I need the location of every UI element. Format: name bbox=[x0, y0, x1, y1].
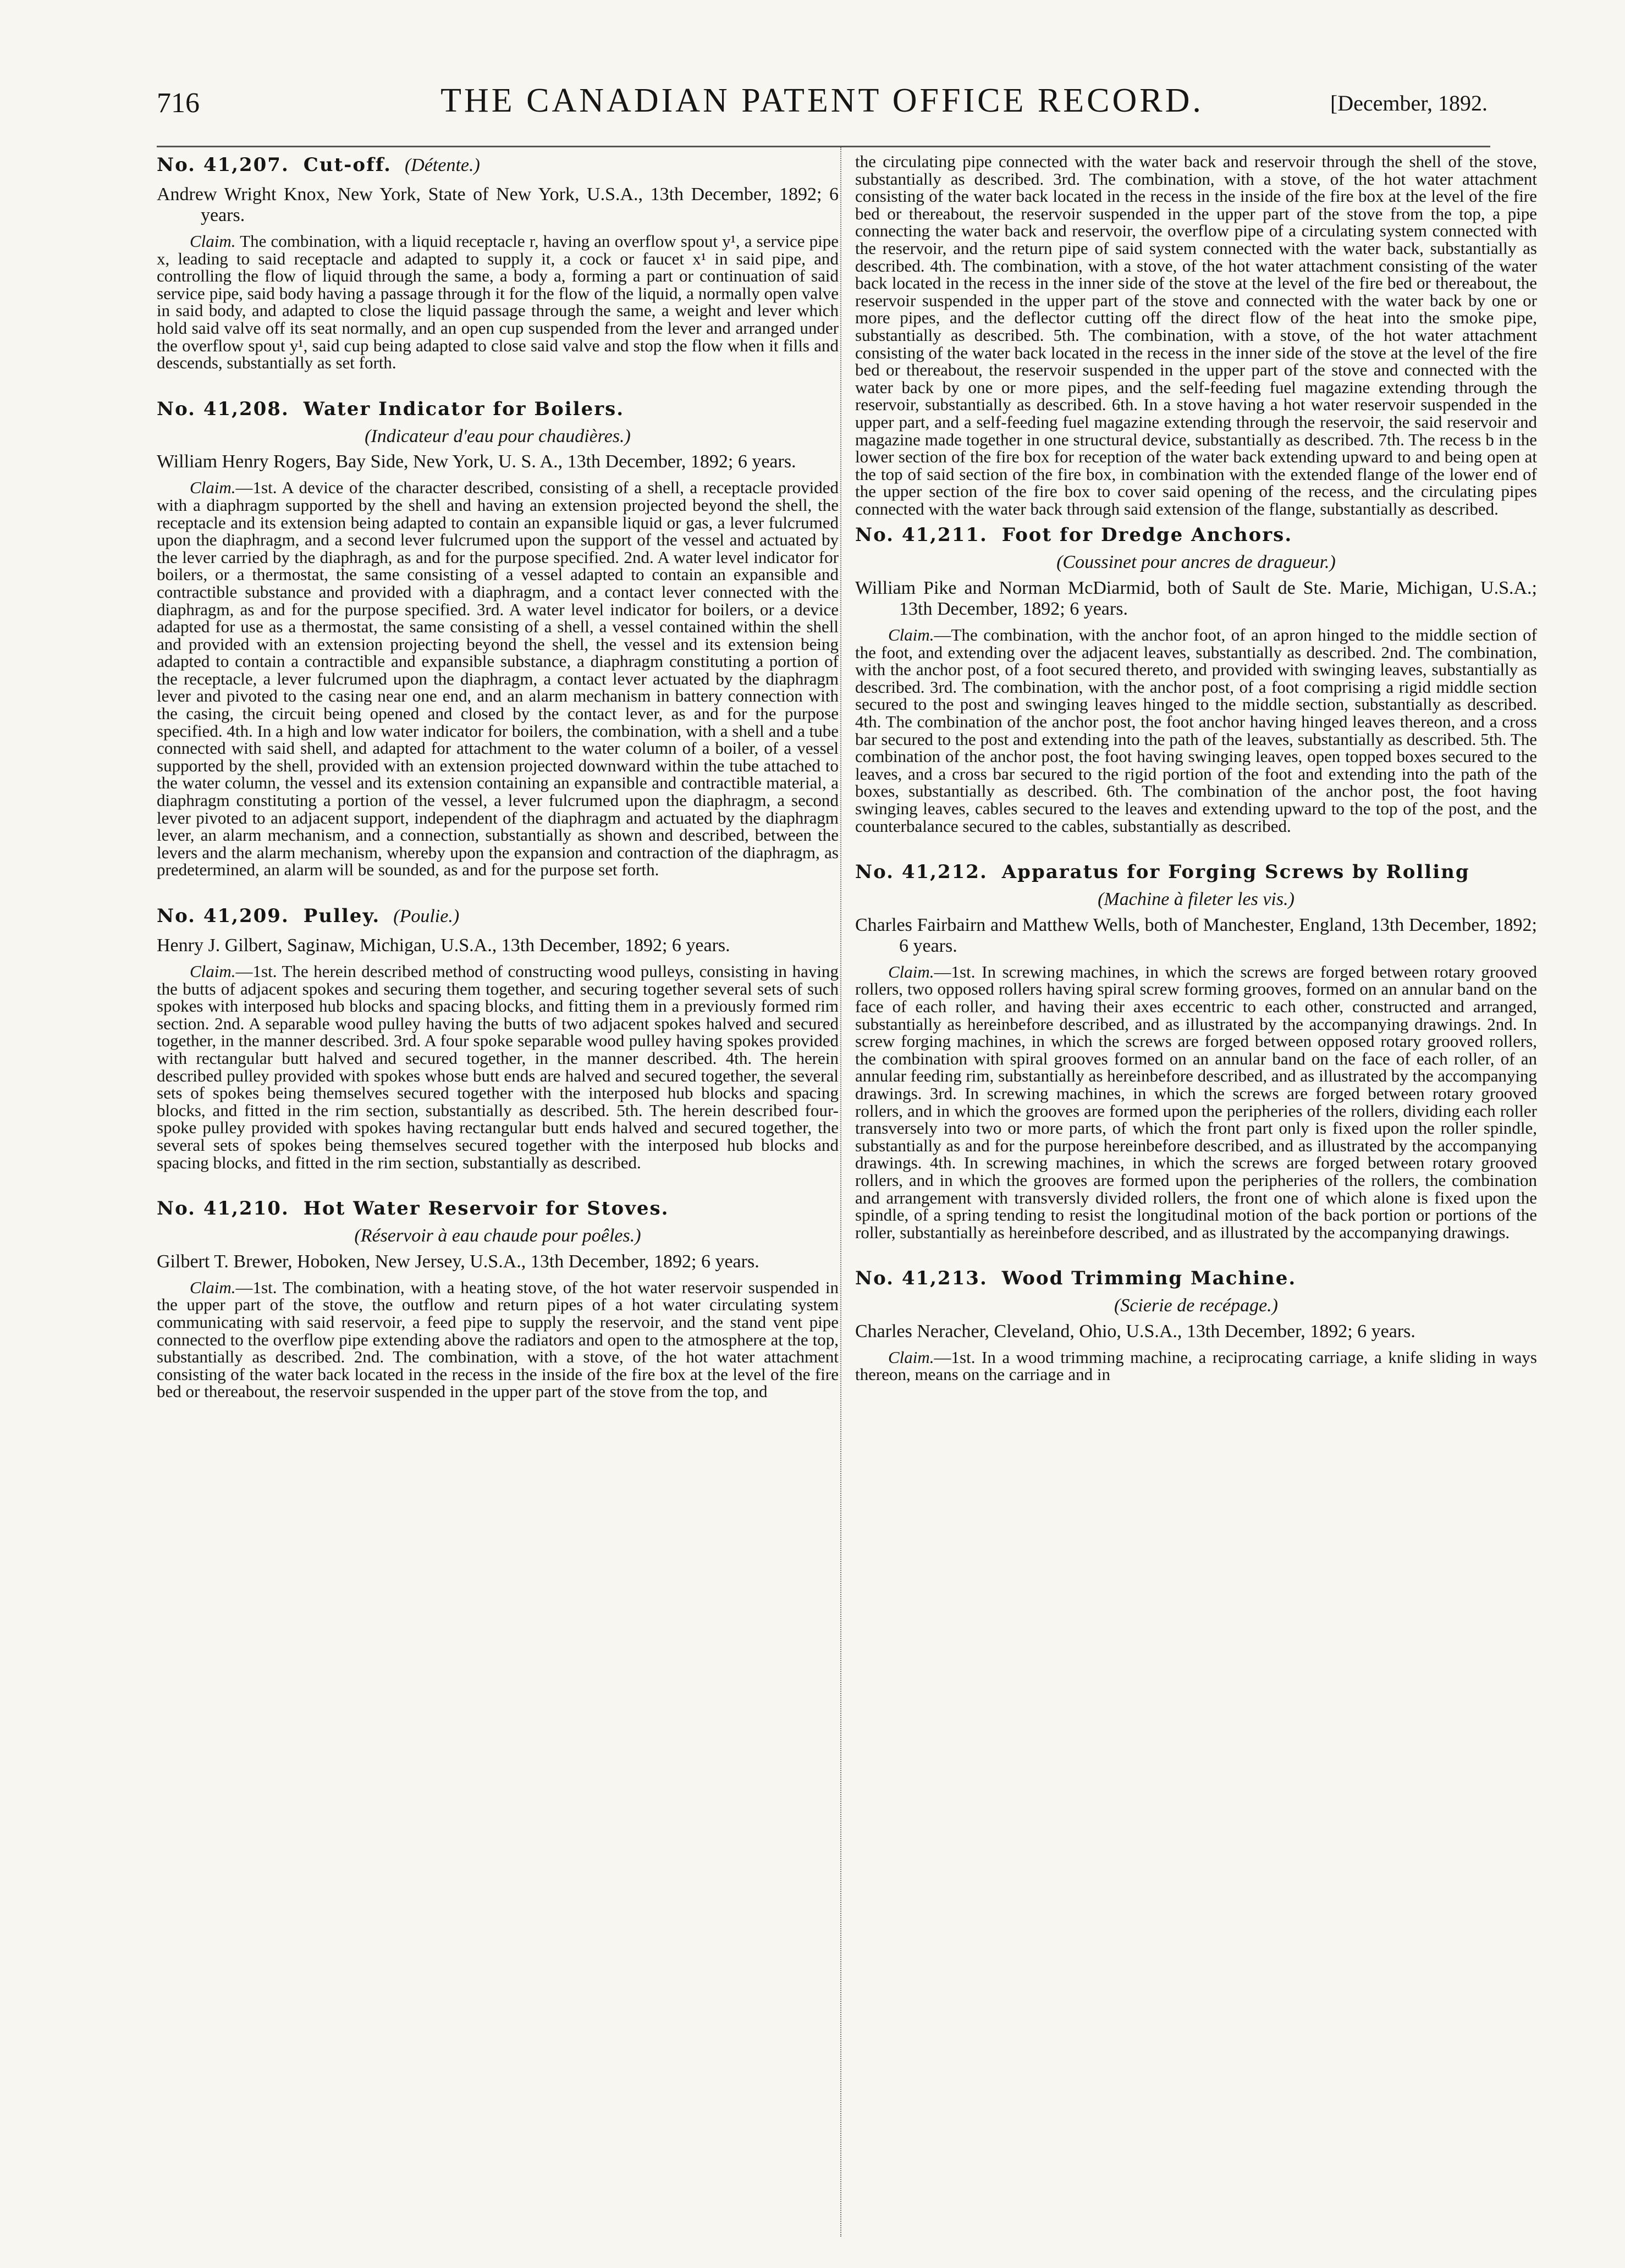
claim-label: Claim. bbox=[190, 1277, 236, 1297]
french-title: (Machine à fileter les vis.) bbox=[1098, 889, 1295, 910]
inventor: Andrew Wright Knox, New York, State of New York, U.S.A., 13th December, 1892; 6 years. bbox=[157, 184, 839, 225]
claim-label: Claim. bbox=[888, 1347, 934, 1367]
patent-41211 bbox=[855, 523, 1537, 835]
patent-title: Water Indicator for Boilers. bbox=[303, 398, 625, 420]
patent-heading bbox=[855, 523, 1537, 547]
inventor: William Pike and Norman McDiarmid, both of Sault de Ste. Marie, Michigan, U.S.A.; 13th December, 1892; 6 years. bbox=[855, 578, 1537, 620]
french-title: (Poulie.) bbox=[393, 906, 460, 926]
french-title: (Détente.) bbox=[404, 155, 480, 175]
claim-body: —1st. In screwing machines, in which the screws are forged between rotary grooved rollers, two opposed rollers having spiral screw forming grooves, formed on an annular band on the face of each roller, and having their axes eccentric to each other, constructed and arranged, substantially as hereinbefore described, and as illustrated by the accompanying drawings. 2nd. In screw forging machines, in which the screws are forged between opposed rotary grooved rollers, the combination with spiral grooves formed on an annular band on the face of each roller, of an annular feeding rim, substantially as hereinbefore described, and as illustrated by the accompanying drawings. 3rd. In screwing machines, in which the screws are forged between rotary grooved rollers, and in which the grooves are formed upon the peripheries of the rollers, dividing each roller transversely into two or more parts, of which the front part only is fixed upon the roller spindle, substantially as and for the purpose hereinbefore described, and as illustrated by the accompanying drawings. 4th. In screwing machines, in which the screws are forged between rotary grooved rollers, and in which the grooves are formed upon the peripheries of the rollers, the combination and arrangement with transversly divided rollers, the front one of which alone is fixed upon the spindle, of a spring tending to resist the longitudinal motion of the back portion or portions of the roller, substantially as hereinbefore described, and as illustrated by the accompanying drawings. bbox=[855, 962, 1537, 1242]
claim-body: —1st. A device of the character described, consisting of a shell, a receptacle provided with a diaphragm supported by the shell and having an extension projected beyond the shell, the receptacle and its extension being adapted to contain an expansible liquid or gas, a lever fulcrumed upon the diaphragm, and a second lever fulcrumed upon the support of the vessel and actuated by the lever carried by the diaphragh, as and for the purpose specified. 2nd. A water level indicator for boilers, or a thermostat, the same consisting of a vessel adapted to contain an expansible and contractible substance and provided with a diaphragm, and a contact lever connected with the diaphragm, as and for the purpose specified. 3rd. A water level indicator for boilers, or a device adapted for use as a thermostat, the same consisting of a shell, a vessel contained within the shell and provided with an extension projecting beyond the shell, the vessel and its extension being adapted to contain a contractible and expansible substance, a diaphragm constituting a portion of the receptacle, a lever fulcrumed upon the diaphragm, a contact lever actuated by the diaphragm lever and pivoted to the casing near one end, and an alarm mechanism in battery connection with the casing, the circuit being opened and closed by the contact lever, as and for the purpose specified. 4th. In a high and low water indicator for boilers, the combination, with a shell and a tube connected with said shell, and adapted for attachment to the water column of a boiler, of a vessel supported by the shell, provided with an extension projected downward within the tube attached to the water column, the vessel and its extension containing an expansible and contractible material, a diaphragm constituting a portion of the vessel, a lever fulcrumed upon the diaphragm, a second lever pivoted to an adjacent support, independent of the diaphragm and actuated by the diaphragm lever, an alarm mechanism, and a connection, substantially as shown and described, between the levers and the alarm mechanism, whereby upon the expansion and contraction of the diaphragm, as predetermined, an alarm will be sounded, as and for the purpose set forth. bbox=[157, 478, 839, 880]
patent-41207 bbox=[157, 153, 839, 372]
patent-number: No. 41,209. bbox=[157, 905, 289, 927]
patent-41213 bbox=[855, 1266, 1537, 1383]
patent-title: Pulley. bbox=[303, 905, 381, 927]
french-title: (Indicateur d'eau pour chaudières.) bbox=[365, 426, 631, 446]
claim-text bbox=[855, 963, 1537, 1241]
patent-heading bbox=[855, 860, 1537, 884]
inventor: Charles Fairbairn and Matthew Wells, both of Manchester, England, 13th December, 1892; 6 years. bbox=[855, 914, 1537, 956]
claim-label: Claim. bbox=[190, 231, 236, 251]
left-column bbox=[157, 153, 839, 1426]
patent-number: No. 41,213. bbox=[855, 1267, 988, 1290]
claim-text bbox=[157, 233, 839, 372]
inventor: Henry J. Gilbert, Saginaw, Michigan, U.S.A., 13th December, 1892; 6 years. bbox=[157, 935, 730, 956]
inventor: William Henry Rogers, Bay Side, New York, U. S. A., 13th December, 1892; 6 years. bbox=[157, 451, 796, 472]
patent-heading bbox=[855, 1266, 1537, 1290]
claim-text bbox=[855, 626, 1537, 835]
claim-label: Claim. bbox=[888, 962, 934, 981]
patent-number: No. 41,211. bbox=[855, 524, 988, 547]
claim-body: —The combination, with the anchor foot, of an apron hinged to the middle section of the foot, and extending over the adjacent leaves, substantially as described. 2nd. The combination, with the anchor post, of a foot secured thereto, and provided with swinging leaves, substantially as described. 3rd. The combination, with the anchor post, of a foot comprising a rigid middle section secured to the post and swinging leaves hinged to the middle section, substantially as described. 4th. The combination of the anchor post, the foot anchor having hinged leaves thereon, and a cross bar secured to the post and extending into the path of the leaves, substantially as described. 5th. The combination of the anchor post, the foot having swinging leaves, open topped boxes secured to the leaves, and a cross bar secured to the rigid portion of the foot and extending into the path of the boxes, substantially as described. 6th. The combination of the anchor post, the foot having swinging leaves, cables secured to the leaves and extending upward to the top of the post, and the counterbalance secured to the cables, substantially as described. bbox=[855, 625, 1537, 836]
claim-text bbox=[157, 479, 839, 879]
claim-body: —1st. The herein described method of constructing wood pulleys, consisting in having the butts of adjacent spokes and securing them together, and securing together several sets of such spokes with interposed hub blocks and spacing blocks, and fitting them in a previously formed rim section. 2nd. A separable wood pulley having the butts of two adjacent spokes halved and secured together, in the manner described. 3rd. A four spoke separable wood pulley having spokes provided with rectangular butt halved and secured together, in the manner described. 4th. The herein described pulley provided with spokes whose butt ends are halved and secured together, the several sets of spokes being themselves secured together with the interposed hub blocks and spacing blocks, and fitted in the rim section, substantially as described. 5th. The herein described four-spoke pulley provided with spokes having rectangular butt ends halved and secured together, the several sets of spokes being themselves secured together with the interposed hub blocks and spacing blocks, and fitted in the rim section, substantially as described. bbox=[157, 962, 839, 1172]
claim-text bbox=[157, 963, 839, 1171]
patent-title: Foot for Dredge Anchors. bbox=[1001, 524, 1293, 547]
claim-continuation: the circulating pipe connected with the water back and reservoir through the shell of the stove, substantially as described. 3rd. The combination, with a stove, of the hot water attachment consisting of the water back located in the recess in the inside of the fire box at the level of the fire bed or thereabout, the reservoir suspended in the upper part of the stove from the top, a pipe connecting the water back and reservoir, the overflow pipe of a circulating system connected with the reservoir, and the return pipe of said system connected with the water back, substantially as described. 4th. The combination, with a stove, of the hot water attachment consisting of the water back located in the recess in the inner side of the stove at the level of the fire bed or thereabout, the reservoir suspended in the upper part of the stove and connected with the water back by one or more pipes, and the deflector cutting off the direct flow of the heat into the smoke pipe, substantially as described. 5th. The combination, with a stove, of the hot water attachment consisting of the water back located in the recess in the inner side of the stove at the level of the fire bed or thereabout, the reservoir suspended in the upper part of the stove and connected with the water back by one or more pipes, and the self-feeding fuel magazine extending through the reservoir, substantially as described. 6th. In a stove having a hot water reservoir suspended in the upper part, and a self-feeding fuel magazine extending through the reservoir, the said reservoir and magazine made together in one structural device, substantially as described. 7th. The recess b in the lower section of the fire box for reception of the water back extending upward to and being open at the top of said section of the fire box, in combination with the extended flange of the lower end of the upper section of the fire box to cover said opening of the recess, and the circulating pipes connected with the water back through said extension of the flange, substantially as described. bbox=[855, 152, 1537, 518]
issue-date: [December, 1892. bbox=[1330, 91, 1488, 115]
claim-body: The combination, with a liquid receptacle r, having an overflow spout y¹, a service pipe x, leading to said receptacle and adapted to supply it, a cock or faucet x¹ in said pipe, and controlling the flow of liquid through the same, a body a, forming a part or continuation of said service pipe, said body having a passage through it for the flow of the liquid, a normally open valve in said body, and adapted to close the liquid passage through the same, a weight and lever which hold said valve off its seat normally, and an open cup suspended from the lever and arranged under the overflow spout y¹, said cup being adapted to close said valve and stop the flow when it fills and descends, substantially as set forth. bbox=[157, 231, 839, 373]
patent-title: Wood Trimming Machine. bbox=[1001, 1267, 1297, 1290]
patent-title: Hot Water Reservoir for Stoves. bbox=[303, 1198, 669, 1220]
column-divider bbox=[840, 147, 841, 2237]
inventor: Gilbert T. Brewer, Hoboken, New Jersey, U.S.A., 13th December, 1892; 6 years. bbox=[157, 1251, 759, 1272]
journal-title: THE CANADIAN PATENT OFFICE RECORD. bbox=[440, 82, 1204, 119]
patent-title: Cut-off. bbox=[303, 154, 392, 176]
patent-41209 bbox=[157, 904, 839, 1171]
french-title: (Coussinet pour ancres de dragueur.) bbox=[1056, 552, 1336, 573]
claim-text bbox=[157, 1279, 839, 1400]
patent-heading bbox=[157, 1196, 839, 1221]
claim-body: —1st. The combination, with a heating stove, of the hot water reservoir suspended in the upper part of the stove, the outflow and return pipes of a hot water circulating system communicating with said reservoir, a feed pipe to supply the reservoir, and the stand vent pipe connected to the overflow pipe extending above the radiators and open to the atmosphere at the top, substantially as described. 2nd. The combination, with a stove, of the hot water attachment consisting of the water back located in the recess in the inside of the fire box at the level of the fire bed or thereabout, the reservoir suspended in the upper part of the stove from the top, and bbox=[157, 1277, 839, 1401]
french-title: (Réservoir à eau chaude pour poêles.) bbox=[354, 1226, 641, 1246]
patent-41208 bbox=[157, 397, 839, 879]
claim-label: Claim. bbox=[190, 962, 236, 981]
patent-heading bbox=[157, 153, 839, 178]
patent-title: Apparatus for Forging Screws by Rolling bbox=[1001, 861, 1470, 884]
page-header bbox=[157, 77, 1488, 126]
patent-heading bbox=[157, 397, 839, 421]
claim-label: Claim. bbox=[888, 625, 934, 645]
french-title: (Scierie de recépage.) bbox=[1114, 1295, 1278, 1316]
patent-number: No. 41,207. bbox=[157, 154, 289, 176]
claim-body: —1st. In a wood trimming machine, a reciprocating carriage, a knife sliding in ways thereon, means on the carriage and in bbox=[855, 1347, 1537, 1384]
patent-41212 bbox=[855, 860, 1537, 1241]
header-rule bbox=[157, 146, 1490, 147]
patent-number: No. 41,208. bbox=[157, 398, 289, 420]
patent-number: No. 41,210. bbox=[157, 1198, 289, 1220]
patent-41210 bbox=[157, 1196, 839, 1400]
page-number: 716 bbox=[157, 87, 200, 119]
inventor: Charles Neracher, Cleveland, Ohio, U.S.A., 13th December, 1892; 6 years. bbox=[855, 1321, 1415, 1342]
patent-number: No. 41,212. bbox=[855, 861, 988, 884]
right-column bbox=[855, 153, 1537, 1409]
claim-text bbox=[855, 1349, 1537, 1383]
patent-heading bbox=[157, 904, 839, 929]
claim-label: Claim. bbox=[190, 478, 236, 498]
